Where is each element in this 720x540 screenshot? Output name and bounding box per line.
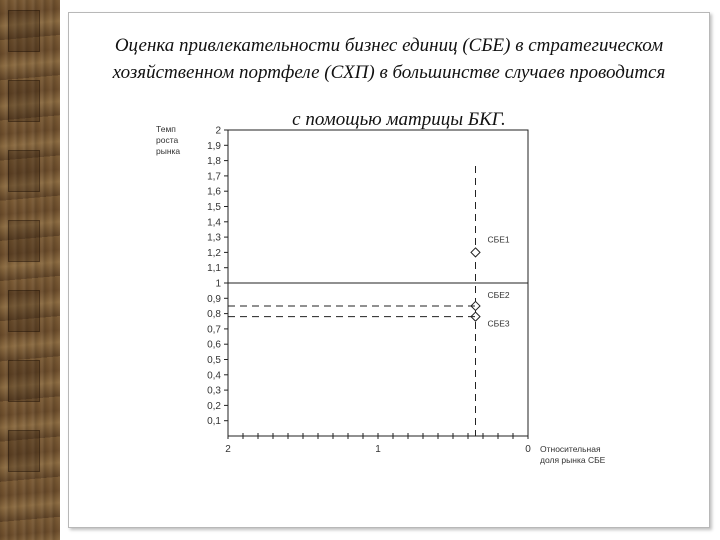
y-tick-label: 1,8 <box>207 156 221 168</box>
y-tick-label: 0,7 <box>207 324 221 336</box>
y-tick-label: 1 <box>215 278 221 290</box>
wood-panel <box>8 430 40 472</box>
y-axis-title: роста <box>156 135 179 145</box>
y-tick-label: 0,5 <box>207 355 221 366</box>
y-tick-label: 1,9 <box>207 140 221 152</box>
y-axis-title: Темп <box>156 124 176 134</box>
y-tick-label: 2 <box>215 125 221 137</box>
wood-panel <box>8 220 40 262</box>
y-tick-label: 1,1 <box>207 263 221 275</box>
data-point-label: СБЕ2 <box>487 289 510 300</box>
data-point-label: СБЕ1 <box>487 234 510 245</box>
y-tick-label: 0,8 <box>207 309 221 321</box>
x-tick-label: 1 <box>375 444 381 455</box>
y-tick-label: 0,3 <box>207 385 221 397</box>
y-tick-label: 1,6 <box>207 186 221 198</box>
y-tick-label: 0,9 <box>207 293 221 305</box>
bcg-matrix-chart <box>68 12 708 526</box>
x-tick-label: 0 <box>525 444 531 455</box>
y-tick-label: 0,2 <box>207 400 221 412</box>
y-tick-label: 1,2 <box>207 247 221 259</box>
y-tick-label: 1,7 <box>207 171 221 183</box>
title-line-1: Оценка привлекательности бизнес единиц (СБЕ) в стратегическом <box>114 35 664 56</box>
data-point-marker <box>471 248 480 257</box>
x-axis-title: Относительная <box>540 444 601 454</box>
y-axis-title: рынка <box>156 146 181 156</box>
wood-panel <box>8 80 40 122</box>
wood-panel <box>8 10 40 52</box>
wood-border <box>0 0 60 540</box>
y-tick-label: 0,6 <box>207 339 221 351</box>
x-tick-label: 2 <box>225 444 231 455</box>
x-axis-title: доля рынка СБЕ <box>540 455 606 465</box>
y-tick-label: 1,5 <box>207 202 221 213</box>
wood-panel <box>8 150 40 192</box>
wood-panel <box>8 360 40 402</box>
wood-panel <box>8 290 40 332</box>
y-tick-label: 0,1 <box>207 416 221 428</box>
y-tick-label: 1,4 <box>207 217 221 229</box>
y-tick-label: 1,3 <box>207 232 221 244</box>
title-line-3: с помощью матрицы БКГ. <box>292 109 506 130</box>
title-line-2: хозяйственном портфеле (СХП) в большинстве случаев проводится <box>112 62 666 83</box>
data-point-label: СБЕ3 <box>487 318 510 329</box>
y-tick-label: 0,4 <box>207 370 221 382</box>
